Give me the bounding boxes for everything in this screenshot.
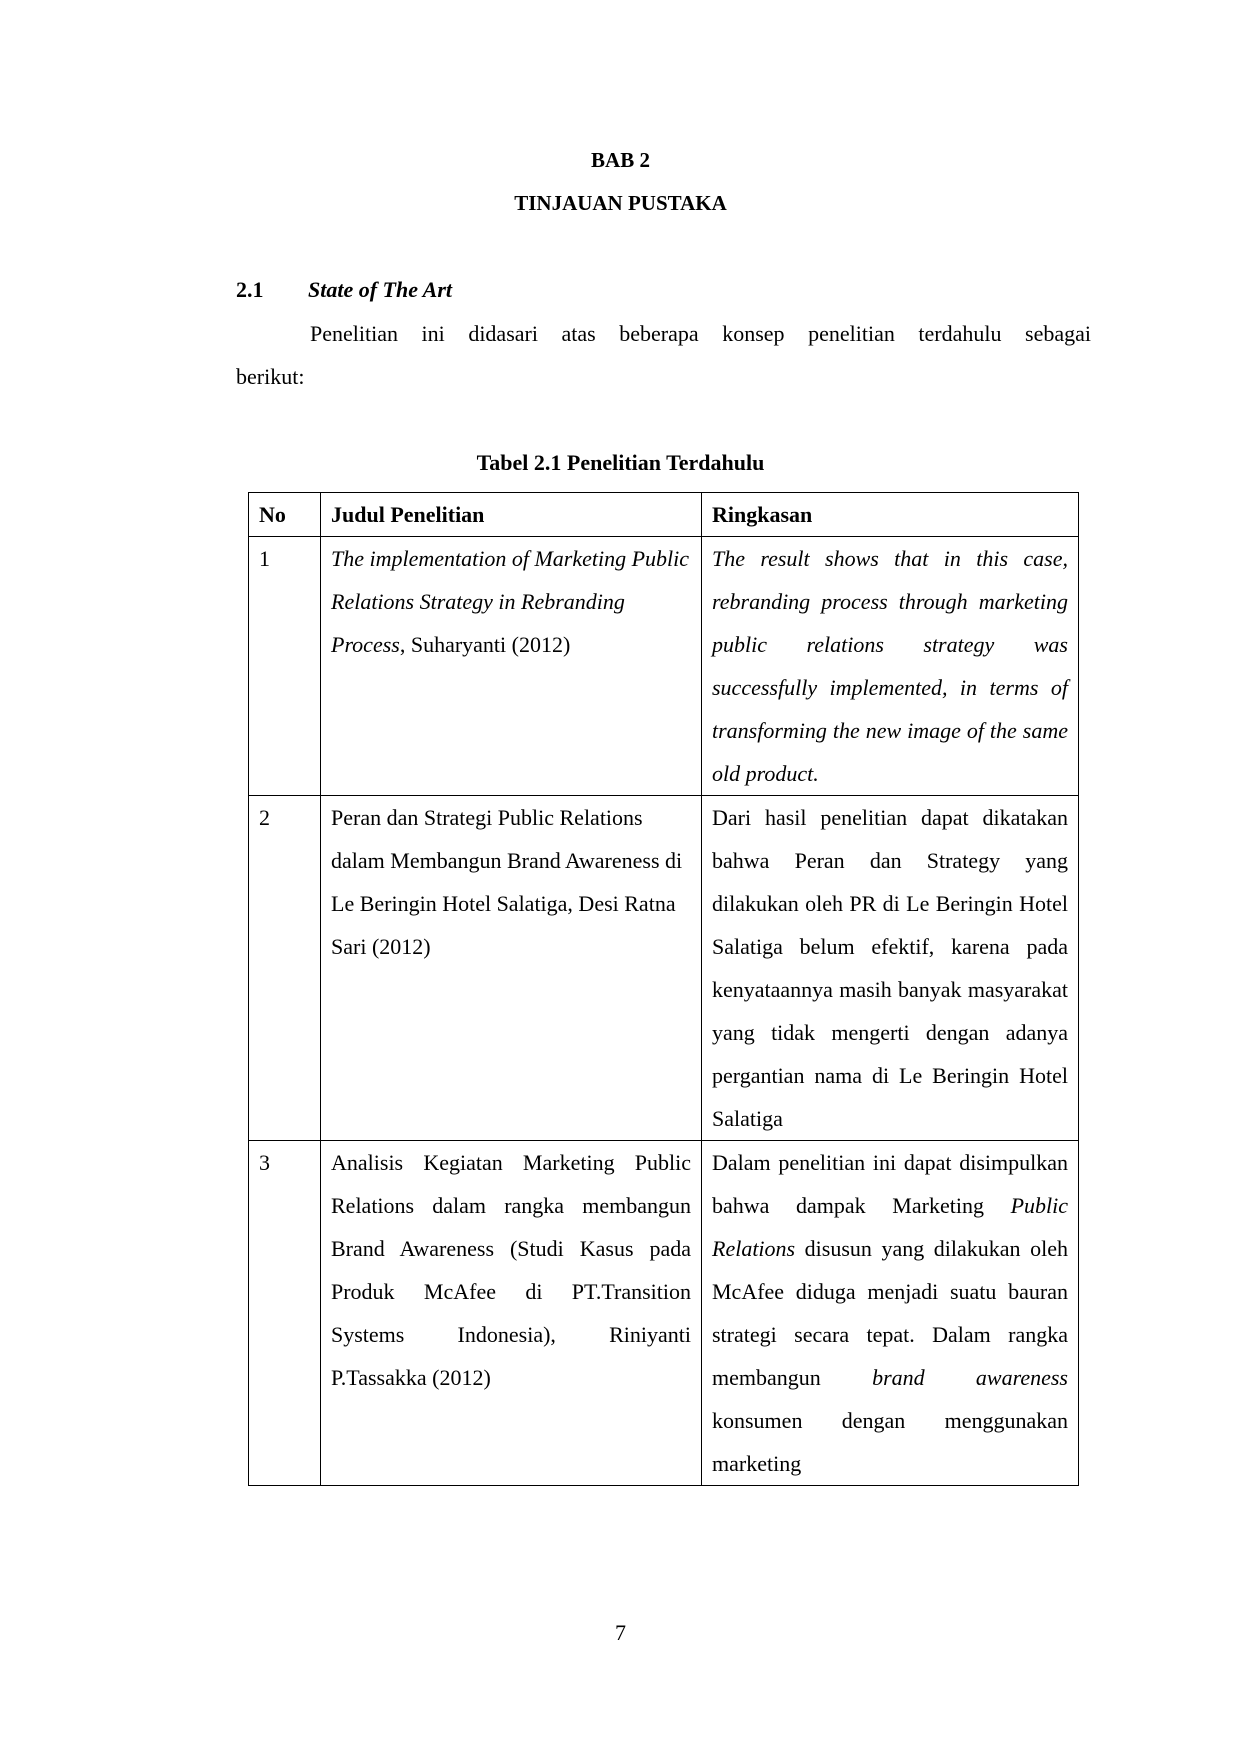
section-heading xyxy=(236,279,452,301)
intro-paragraph-line-1: Penelitian ini didasari atas beberapa konsep penelitian terdahulu sebagai xyxy=(310,321,1091,346)
ringkasan-part: konsumen dengan menggunakan marketing xyxy=(712,1408,1068,1476)
intro-paragraph-line-2: berikut: xyxy=(236,364,305,389)
table-row xyxy=(249,537,1079,796)
ringkasan-part: Dalam penelitian ini dapat disimpulkan bahwa dampak Marketing xyxy=(712,1150,1068,1218)
row-judul: Peran dan Strategi Public Relations dalam Membangun Brand Awareness di Le Beringin Hotel Salatiga, Desi Ratna Sari (2012) xyxy=(321,796,702,1141)
row-number: 1 xyxy=(249,537,321,796)
row-ringkasan xyxy=(702,1141,1079,1486)
page-number: 7 xyxy=(615,1620,626,1645)
ringkasan-italic-term: brand awareness xyxy=(872,1365,1068,1390)
table-header-row xyxy=(249,493,1079,537)
header-ringkasan: Ringkasan xyxy=(702,493,1079,537)
row-number: 3 xyxy=(249,1141,321,1486)
ringkasan-italic-term: Public Relations xyxy=(712,1193,1068,1261)
header-no: No xyxy=(249,493,321,537)
row-ringkasan: Dari hasil penelitian dapat dikatakan bahwa Peran dan Strategy yang dilakukan oleh PR di Le Beringin Hotel Salatiga belum efektif, karena pada kenyataannya masih banyak masyarakat yang tidak mengerti dengan adanya pergantian nama di Le Beringin Hotel Salatiga xyxy=(702,796,1079,1141)
judul-title-italic: The implementation of Marketing Public Relations Strategy in Rebranding Process xyxy=(331,546,690,657)
row-ringkasan: The result shows that in this case, rebranding process through marketing public relations strategy was successfully implemented, in terms of transforming the new image of the same old product. xyxy=(702,537,1079,796)
table-caption: Tabel 2.1 Penelitian Terdahulu xyxy=(476,450,765,475)
chapter-label: BAB 2 xyxy=(591,148,650,172)
chapter-title: TINJAUAN PUSTAKA xyxy=(514,191,727,215)
table-row xyxy=(249,796,1079,1141)
row-number: 2 xyxy=(249,796,321,1141)
previous-research-table xyxy=(248,492,1079,1486)
table-row xyxy=(249,1141,1079,1486)
ringkasan-part: disusun yang dilakukan oleh McAfee diduga menjadi suatu bauran strategi secara tepat. Dalam rangka membangun xyxy=(712,1236,1068,1390)
section-title: State of The Art xyxy=(308,277,453,302)
section-number: 2.1 xyxy=(236,277,264,302)
judul-author: , Suharyanti (2012) xyxy=(399,632,571,657)
row-judul xyxy=(321,537,702,796)
header-judul: Judul Penelitian xyxy=(321,493,702,537)
row-judul: Analisis Kegiatan Marketing Public Relations dalam rangka membangun Brand Awareness (Studi Kasus pada Produk McAfee di PT.Transition Systems Indonesia), Riniyanti P.Tassakka (2012) xyxy=(321,1141,702,1486)
